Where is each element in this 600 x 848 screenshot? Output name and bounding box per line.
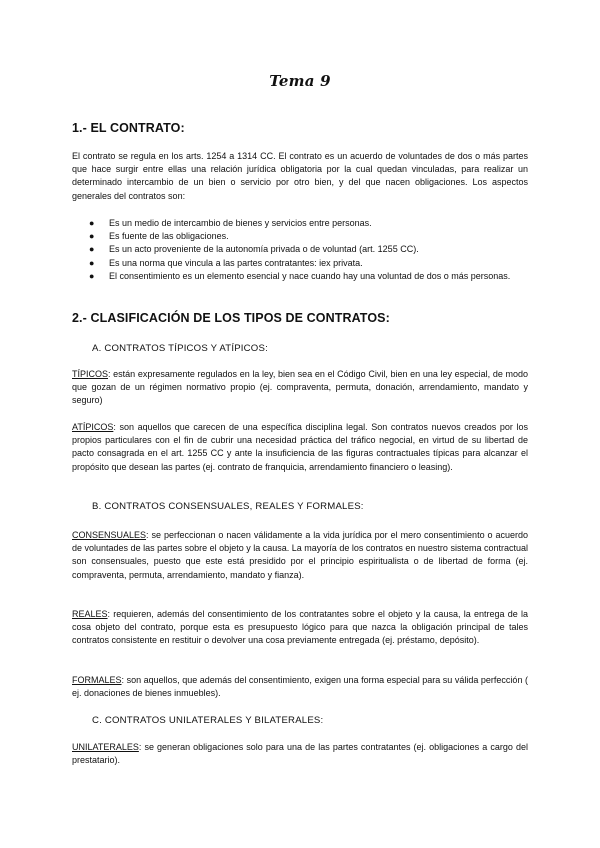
consensuales-paragraph: CONSENSUALES: se perfeccionan o nacen válidamente a la vida jurídica por el mero consentimiento o acuerdo de voluntades de las partes sobre el objeto y la causa. La mayoría de los contratos en nuestro sistema contractual son consensuales, puesto que este está presidido por el principio espiritualista o de libertad de forma (ej. compraventa, permuta, arrendamiento, mandato y fianza). [72, 530, 528, 580]
section-1-heading: 1.- EL CONTRATO: [72, 121, 185, 135]
subsection-a-heading: A. CONTRATOS TÍPICOS Y ATÍPICOS: [92, 343, 268, 354]
tipicos-term: TÍPICOS [72, 369, 109, 379]
bullet-icon: ● [89, 244, 95, 255]
section-1-intro: El contrato se regula en los arts. 1254 a 1314 CC. El contrato es un acuerdo de voluntades de dos o más partes que hace surgir entre ellas una relación jurídica obligatoria por la cual quedan vinculadas, para realizar un determinado intercambio de un bien o servicio por otro bien, y del que nacen obligaciones. Los aspectos generales del contratos son: [72, 151, 528, 201]
list-item: ● Es fuente de las obligaciones. [72, 230, 528, 243]
bullet-icon: ● [89, 257, 95, 268]
subsection-c-heading: C. CONTRATOS UNILATERALES Y BILATERALES: [92, 715, 324, 726]
reales-paragraph: REALES: requieren, además del consentimiento de los contratantes sobre el objeto y la causa, la entrega de la cosa objeto del contrato, porque esta es presupuesto lógico para que nazca la obligación principal de tales contratos consistente en restituir o devolver una cosa previamente entregada (ej. préstamo, depósito). [72, 609, 528, 646]
unilaterales-paragraph: UNILATERALES: se generan obligaciones solo para una de las partes contratantes (ej. obligaciones a cargo del prestatario). [72, 742, 528, 766]
general-aspects-list [72, 217, 528, 283]
bullet-icon: ● [89, 218, 95, 228]
atipicos-term: ATÍPICOS [72, 422, 114, 432]
bullet-icon: ● [89, 231, 95, 242]
list-item: ● El consentimiento es un elemento esencial y nace cuando hay una voluntad de dos o más personas. [72, 270, 528, 283]
unilaterales-term: UNILATERALES [72, 742, 139, 752]
subsection-b-heading: B. CONTRATOS CONSENSUALES, REALES Y FORMALES: [92, 501, 364, 512]
list-item: ● Es un medio de intercambio de bienes y servicios entre personas. [72, 217, 528, 230]
consensuales-term: CONSENSUALES [72, 530, 147, 540]
tipicos-paragraph: TÍPICOS: están expresamente regulados en la ley, bien sea en el Código Civil, bien en una ley especial, de modo que gozan de un régimen normativo propio (ej. compraventa, permuta, donación, arrendamiento, mandato y seguro) [72, 369, 528, 406]
reales-term: REALES [72, 609, 108, 619]
list-item: ● Es un acto proveniente de la autonomía privada o de voluntad (art. 1255 CC). [72, 243, 528, 256]
formales-term: FORMALES [72, 675, 122, 685]
page-title: Tema 9 [269, 72, 331, 90]
section-2-heading: 2.- CLASIFICACIÓN DE LOS TIPOS DE CONTRATOS: [72, 311, 390, 325]
list-item: ● Es una norma que vincula a las partes contratantes: iex privata. [72, 257, 528, 270]
bullet-icon: ● [89, 270, 95, 281]
atipicos-paragraph: ATÍPICOS: son aquellos que carecen de una específica disciplina legal. Son contratos nuevos creados por los propios particulares con el fin de cubrir una necesidad práctica del tráfico negocial, en virtud de su libertad de pacto consagrada en el art. 1255 CC y ante la insuficiencia de las figuras contractuales típicas para alcanzar el propósito que desean las partes (ej. contrato de franquicia, arrendamiento financiero o leasing). [72, 422, 528, 472]
formales-paragraph: FORMALES: son aquellos, que además del consentimiento, exigen una forma especial para su válida perfección ( ej. donaciones de bienes inmuebles). [72, 675, 528, 699]
